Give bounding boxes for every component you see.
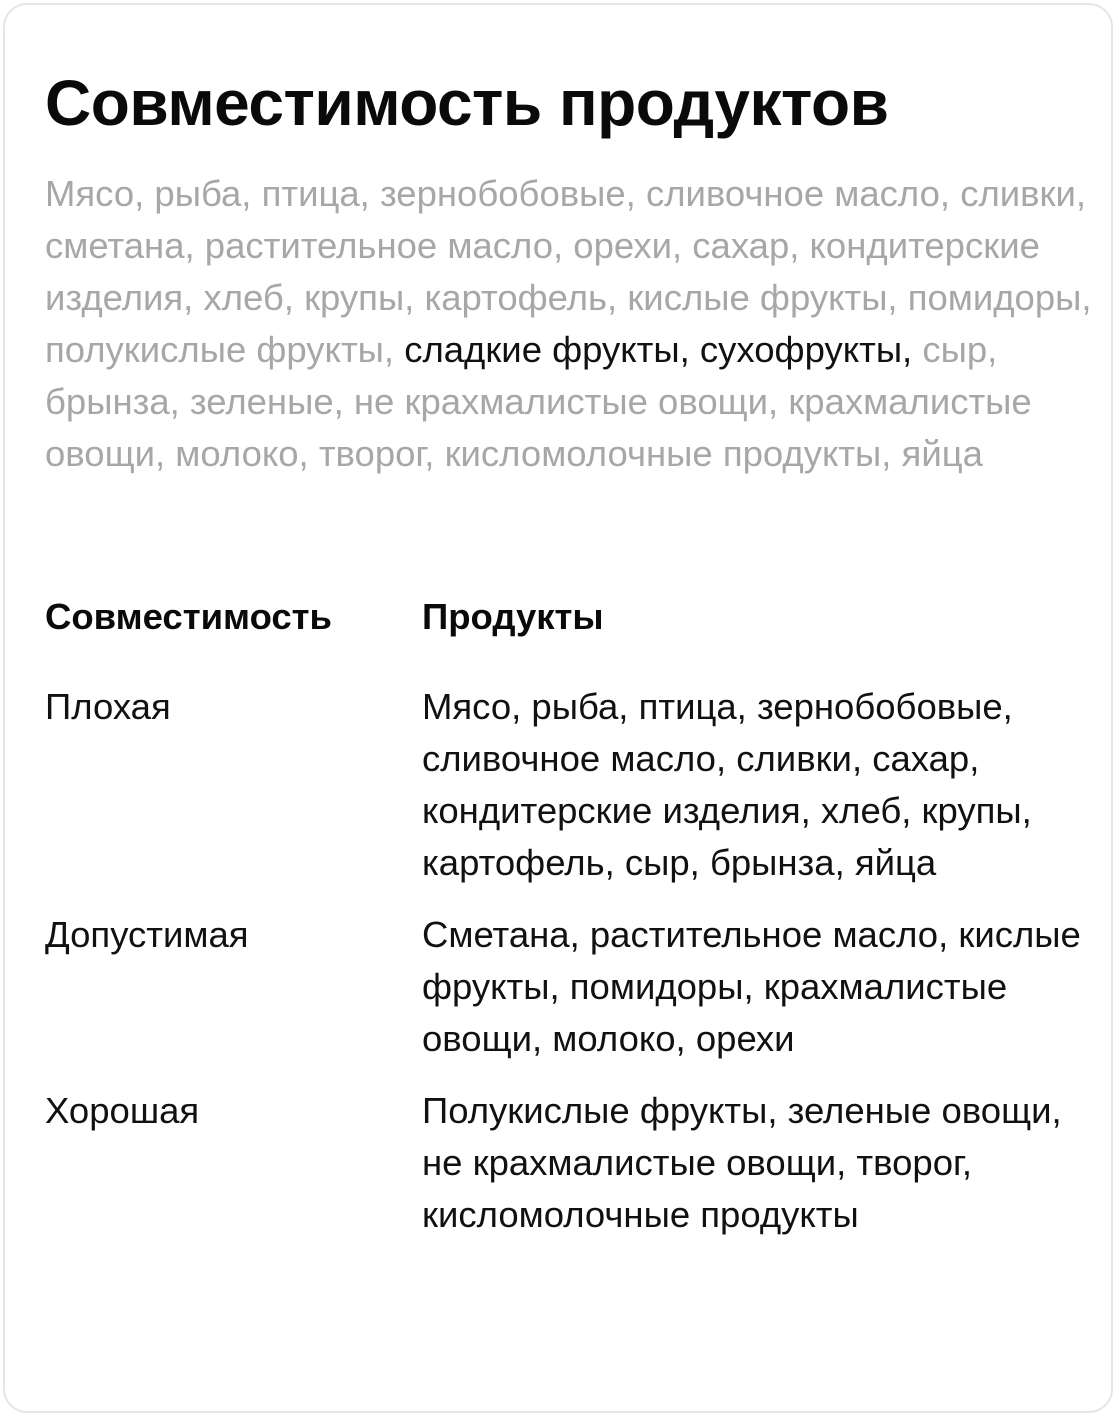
content-card	[3, 3, 1113, 1413]
table-row	[45, 909, 1105, 1085]
compatibility-table	[45, 591, 1105, 1241]
products-cell: Полукислые фрукты, зеленые овощи, не крахмалистые овощи, творог, кисломолочные продукты	[422, 1090, 1062, 1235]
compatibility-level-cell: Допустимая	[45, 914, 249, 955]
products-cell: Сметана, растительное масло, кислые фрукты, помидоры, крахмалистые овощи, молоко, орехи	[422, 914, 1081, 1059]
product-list-muted-end: сыр, брынза, зеленые, не крахмалистые овощи, крахмалистые овощи, молоко, творог, кисломолочные продукты, яйца	[45, 329, 1032, 474]
compatibility-level-cell: Хорошая	[45, 1090, 200, 1131]
table-header-row	[45, 591, 1105, 681]
products-cell: Мясо, рыба, птица, зернобобовые, сливочное масло, сливки, сахар, кондитерские изделия, хлеб, крупы, картофель, сыр, брынза, яйца	[422, 686, 1032, 883]
page-title: Совместимость продуктов	[45, 67, 889, 139]
table-row	[45, 681, 1105, 909]
product-list-paragraph	[45, 168, 1095, 480]
product-list-muted-start: Мясо, рыба, птица, зернобобовые, сливочное масло, сливки, сметана, растительное масло, орехи, сахар, кондитерские изделия, хлеб, крупы, картофель, кислые фрукты, помидоры, полукислые фрукты,	[45, 173, 1092, 370]
compatibility-level-cell: Плохая	[45, 686, 171, 727]
column-header-products: Продукты	[422, 596, 604, 637]
product-list-highlight: сладкие фрукты, сухофрукты,	[404, 329, 913, 370]
table-row	[45, 1085, 1105, 1241]
column-header-compatibility: Совместимость	[45, 596, 332, 637]
